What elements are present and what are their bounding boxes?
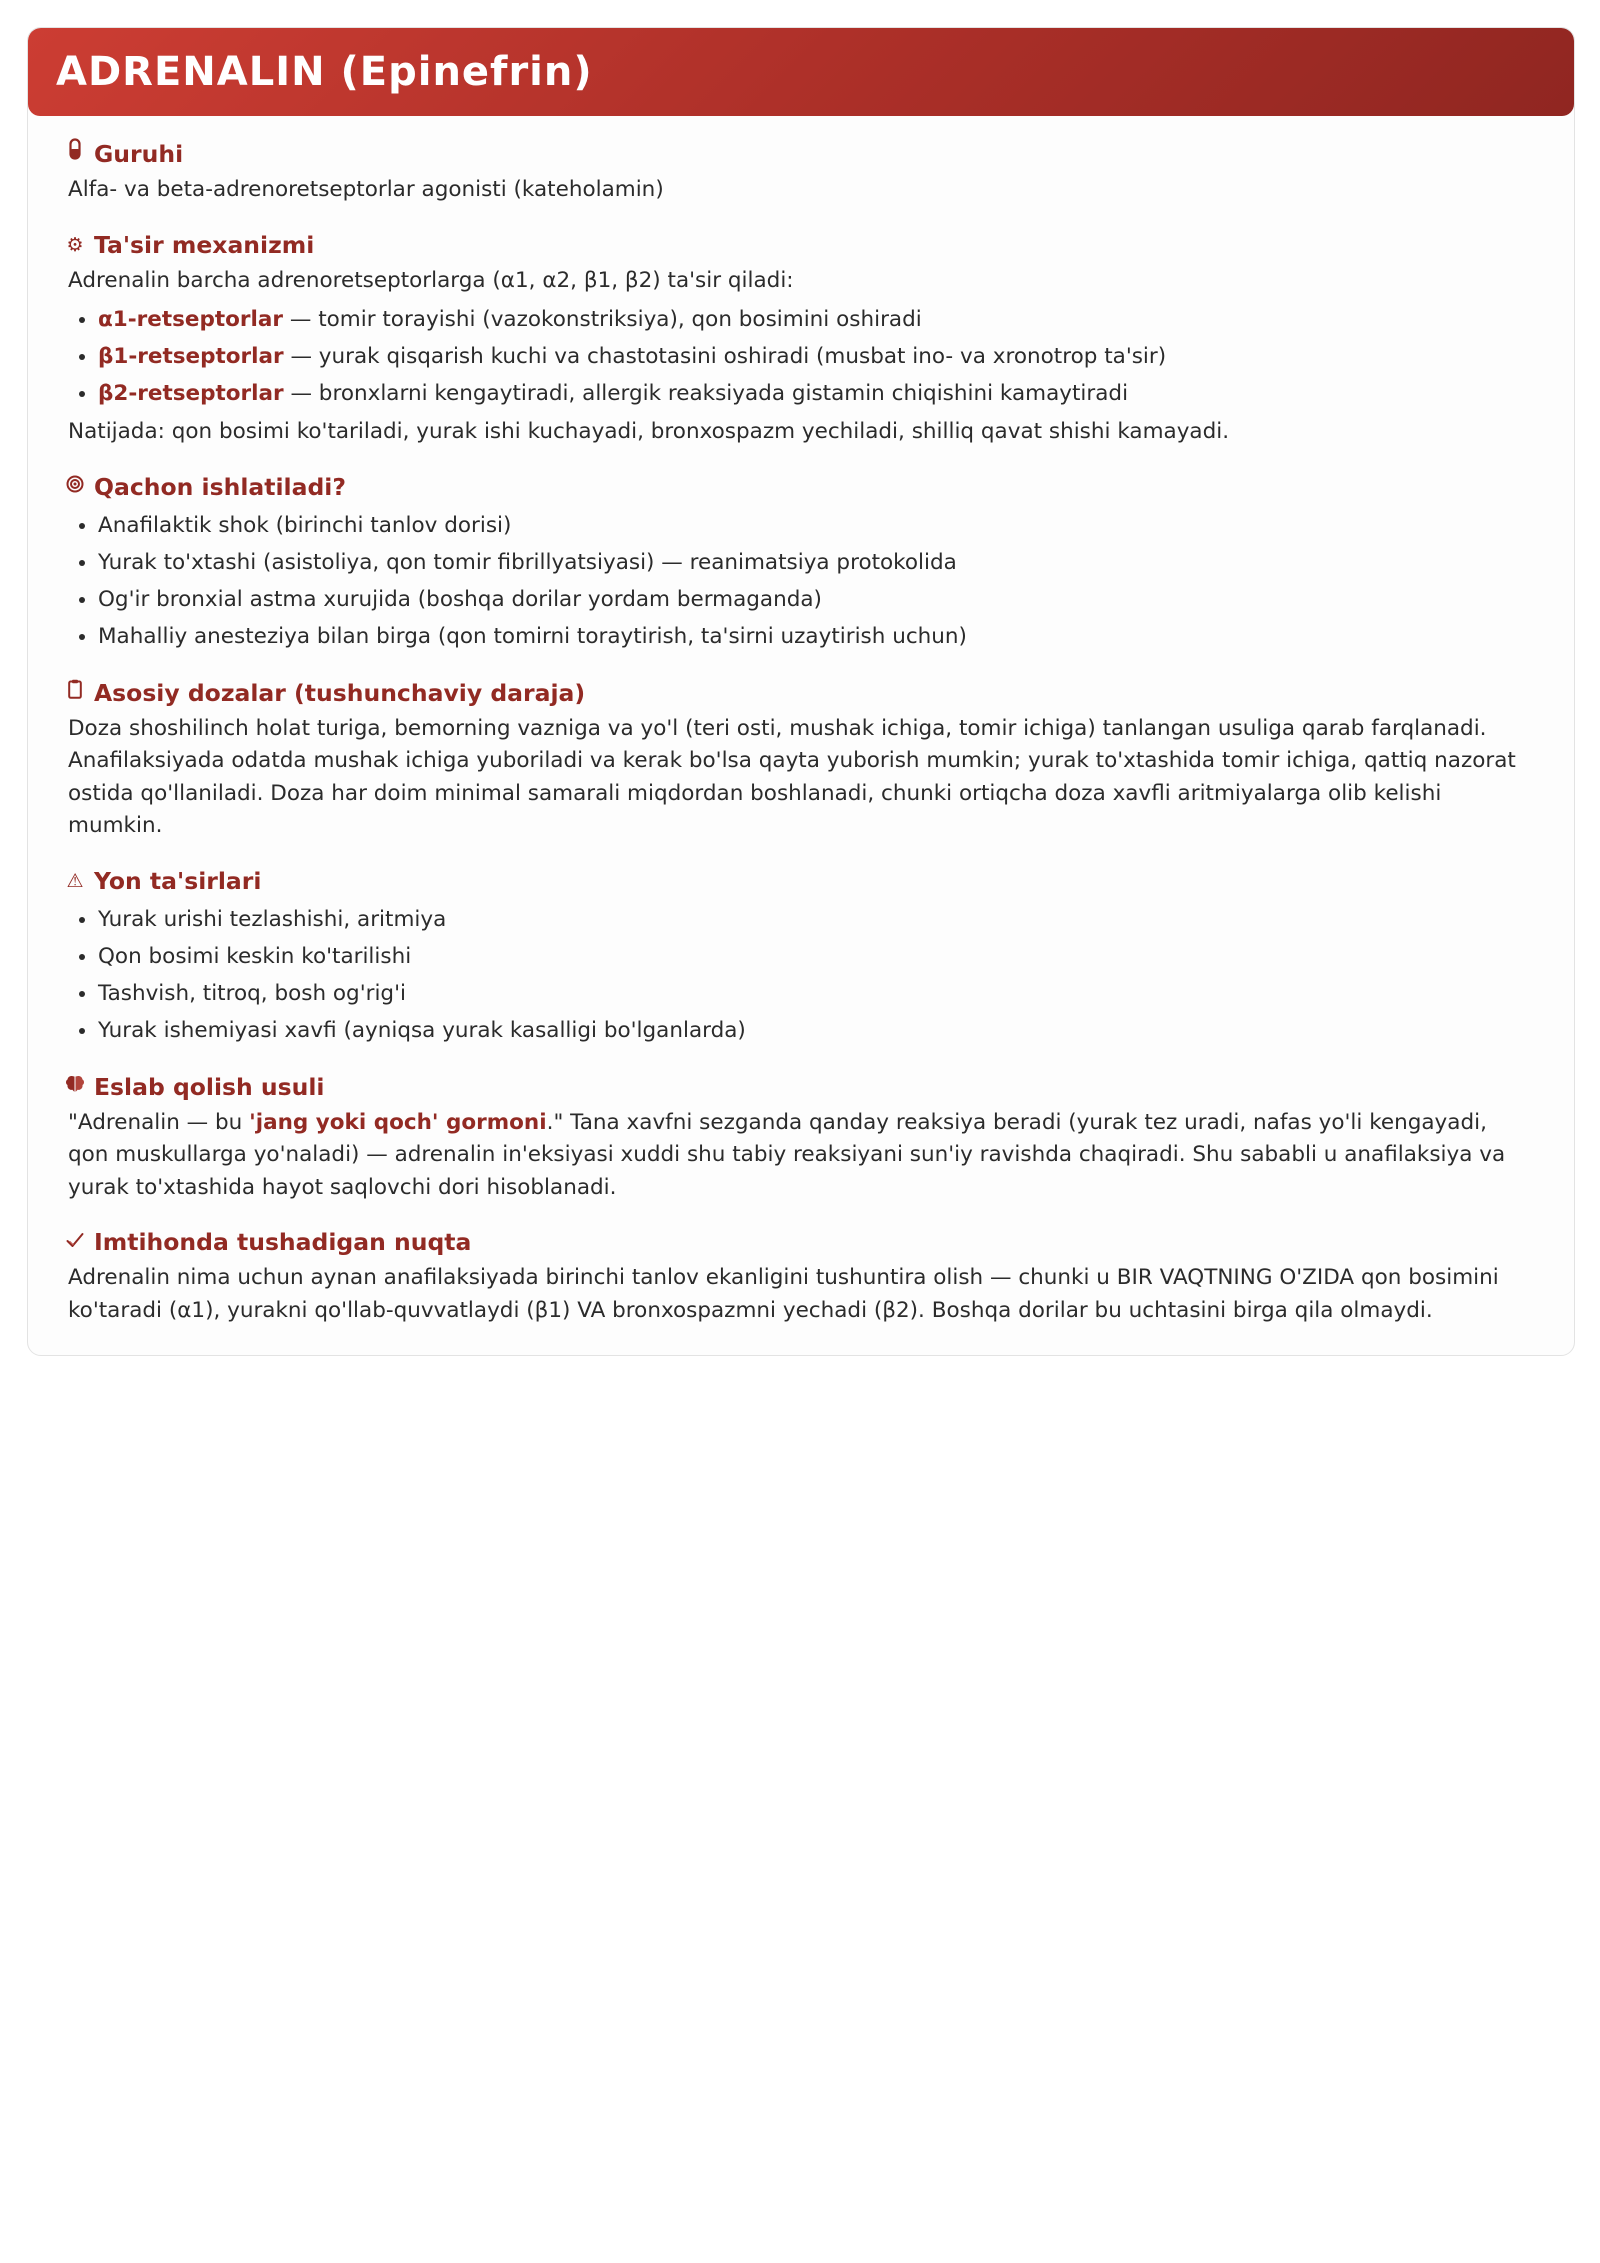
list-item: • β1-retseptorlar — yurak qisqarish kuchi va chastotasini oshiradi (musbat ino- va xronotrop ta'sir): [98, 338, 1534, 375]
clipboard-icon: [64, 677, 86, 709]
section-group: [68, 138, 1534, 207]
section-title: Guruhi: [64, 138, 1534, 170]
list-item: • Tashvish, titroq, bosh og'rig'i: [98, 975, 1534, 1012]
list-item: • Yurak to'xtashi (asistoliya, qon tomir fibrillyatsiyasi) — reanimatsiya protokolida: [98, 544, 1534, 581]
side-effects-list: [68, 901, 1534, 1049]
gear-icon: ⚙: [66, 233, 84, 256]
warning-icon: ⚠: [66, 869, 84, 892]
check-icon: [64, 1226, 86, 1258]
section-title: ⚙ Ta'sir mexanizmi: [64, 229, 1534, 261]
list-item: • Mahalliy anesteziya bilan birga (qon tomirni toraytirish, ta'sirni uzaytirish uchun): [98, 618, 1534, 655]
list-item: • Yurak ishemiyasi xavfi (ayniqsa yurak kasalligi bo'lganlarda): [98, 1012, 1534, 1049]
section-usage: [68, 471, 1534, 655]
list-item: • β2-retseptorlar — bronxlarni kengaytiradi, allergik reaksiyada gistamin chiqishini kamaytiradi: [98, 375, 1534, 412]
section-mnemonic: [68, 1071, 1534, 1205]
section-exam: [68, 1226, 1534, 1327]
list-item: • Qon bosimi keskin ko'tarilishi: [98, 938, 1534, 975]
target-icon: [64, 471, 86, 503]
page-title: ADRENALIN (Epinefrin): [56, 49, 593, 95]
dosage-text: Doza shoshilinch holat turiga, bemorning vazniga va yo'l (teri osti, mushak ichiga, tomir ichiga) tanlangan usuliga qarab farqlanadi. Anafilaksiyada odatda mushak ichiga yuboriladi va kerak bo'lsa qayta yuborish mumkin; yurak to'xtashida tomir ichiga, qattiq nazorat ostida qo'llaniladi. Doza har doim minimal samarali miqdordan boshlanadi, chunki ortiqcha doza xavfli aritmiyalarga olib kelishi mumkin.: [68, 715, 1516, 838]
section-title: ⚠ Yon ta'sirlari: [64, 865, 1534, 897]
card-content: [28, 116, 1574, 1355]
list-item: • Og'ir bronxial astma xurujida (boshqa dorilar yordam bermaganda): [98, 581, 1534, 618]
list-item: • Anafilaktik shok (birinchi tanlov dorisi): [98, 507, 1534, 544]
receptor-list: [68, 301, 1534, 412]
section-dosage: [68, 677, 1534, 843]
brain-icon: [64, 1071, 86, 1103]
card-header: [28, 28, 1574, 116]
mnemonic-highlight: 'jang yoki qoch' gormoni: [249, 1109, 547, 1135]
section-mechanism: [68, 229, 1534, 449]
section-title: Eslab qolish usuli: [64, 1071, 1534, 1103]
mechanism-result: Natijada: qon bosimi ko'tariladi, yurak ishi kuchayadi, bronxospazm yechiladi, shilliq qavat shishi kamayadi.: [68, 419, 1230, 444]
drug-card: [27, 27, 1575, 1356]
section-title: Imtihonda tushadigan nuqta: [64, 1226, 1534, 1258]
list-item: • Yurak urishi tezlashishi, aritmiya: [98, 901, 1534, 938]
exam-text: Adrenalin nima uchun aynan anafilaksiyada birinchi tanlov ekanligini tushuntira olish — chunki u BIR VAQTNING O'ZIDA qon bosimini ko'taradi (α1), yurakni qo'llab-quvvatlaydi (β1) VA bronxospazmni yechadi (β2). Boshqa dorilar bu uchtasini birga qila olmaydi.: [68, 1265, 1499, 1323]
pill-icon: [64, 138, 86, 170]
usage-list: [68, 507, 1534, 655]
section-title: Qachon ishlatiladi?: [64, 471, 1534, 503]
section-title: Asosiy dozalar (tushunchaviy daraja): [64, 677, 1534, 709]
group-text: Alfa- va beta-adrenoretseptorlar agonisti (kateholamin): [68, 177, 664, 202]
mnemonic-text: "Adrenalin — bu 'jang yoki qoch' gormoni." Tana xavfni sezganda qanday reaksiya beradi (yurak tez uradi, nafas yo'li kengayadi, qon muskullarga yo'naladi) — adrenalin in'eksiyasi xuddi shu tabiy reaksiyani sun'iy ravishda chaqiradi. Shu sababli u anafilaksiya va yurak to'xtashida hayot saqlovchi dori hisoblanadi.: [68, 1109, 1506, 1200]
mechanism-intro: Adrenalin barcha adrenoretseptorlarga (α1, α2, β1, β2) ta'sir qiladi:: [68, 267, 794, 293]
list-item: • α1-retseptorlar — tomir torayishi (vazokonstriksiya), qon bosimini oshiradi: [98, 301, 1534, 338]
section-side-effects: [68, 865, 1534, 1049]
